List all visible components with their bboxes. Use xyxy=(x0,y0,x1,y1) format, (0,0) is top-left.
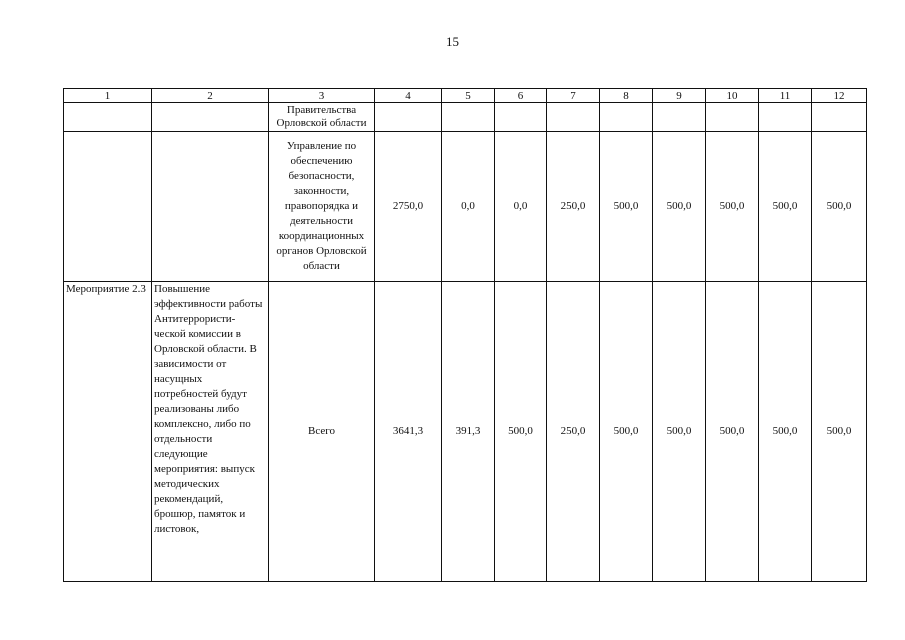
value-cell: 500,0 xyxy=(600,282,653,582)
value-cell: 500,0 xyxy=(653,282,706,582)
executor-cell: Управление по обеспечению безопасности, законности, правопорядка и деятельности координационных органов Орловской области xyxy=(269,132,375,282)
value-cell: 500,0 xyxy=(706,132,759,282)
value-cell xyxy=(706,103,759,132)
value-cell xyxy=(495,103,547,132)
table-row xyxy=(64,132,867,282)
value-cell: 500,0 xyxy=(759,132,812,282)
value-cell: 500,0 xyxy=(653,132,706,282)
value-cell: 391,3 xyxy=(442,282,495,582)
table-row xyxy=(64,103,867,132)
value-cell: 250,0 xyxy=(547,282,600,582)
value-cell: 0,0 xyxy=(442,132,495,282)
table-row xyxy=(64,282,867,582)
value-cell: 0,0 xyxy=(495,132,547,282)
header-cell: 2 xyxy=(152,89,269,103)
measure-cell: Мероприятие 2.3 xyxy=(64,282,152,582)
description-cell: Повышение эффективности работы Антитеррористи-ческой комиссии в Орловской области. В зависимости от насущных потребностей будут реализованы либо комплексно, либо по отдельности следующие мероприятия: выпуск методических рекомендаций, брошюр, памяток и листовок, xyxy=(152,282,269,582)
page-number: 15 xyxy=(446,34,459,49)
description-cell xyxy=(152,132,269,282)
data-table xyxy=(63,88,867,582)
header-cell: 6 xyxy=(495,89,547,103)
value-cell: 500,0 xyxy=(600,132,653,282)
measure-cell xyxy=(64,103,152,132)
header-cell: 1 xyxy=(64,89,152,103)
header-cell: 11 xyxy=(759,89,812,103)
value-cell xyxy=(442,103,495,132)
header-cell: 7 xyxy=(547,89,600,103)
header-cell: 12 xyxy=(812,89,867,103)
value-cell: 500,0 xyxy=(759,282,812,582)
value-cell xyxy=(600,103,653,132)
value-cell xyxy=(812,103,867,132)
header-cell: 9 xyxy=(653,89,706,103)
value-cell: 500,0 xyxy=(812,282,867,582)
table-header-row xyxy=(64,89,867,103)
header-cell: 3 xyxy=(269,89,375,103)
header-cell: 8 xyxy=(600,89,653,103)
header-cell: 4 xyxy=(375,89,442,103)
header-cell: 10 xyxy=(706,89,759,103)
description-cell xyxy=(152,103,269,132)
measure-cell xyxy=(64,132,152,282)
value-cell xyxy=(375,103,442,132)
value-cell: 250,0 xyxy=(547,132,600,282)
value-cell: 3641,3 xyxy=(375,282,442,582)
value-cell: 500,0 xyxy=(706,282,759,582)
value-cell: 500,0 xyxy=(495,282,547,582)
executor-cell: Правительства Орловской области xyxy=(269,103,375,132)
value-cell: 500,0 xyxy=(812,132,867,282)
executor-cell: Всего xyxy=(269,282,375,582)
value-cell xyxy=(547,103,600,132)
value-cell xyxy=(759,103,812,132)
value-cell: 2750,0 xyxy=(375,132,442,282)
value-cell xyxy=(653,103,706,132)
header-cell: 5 xyxy=(442,89,495,103)
